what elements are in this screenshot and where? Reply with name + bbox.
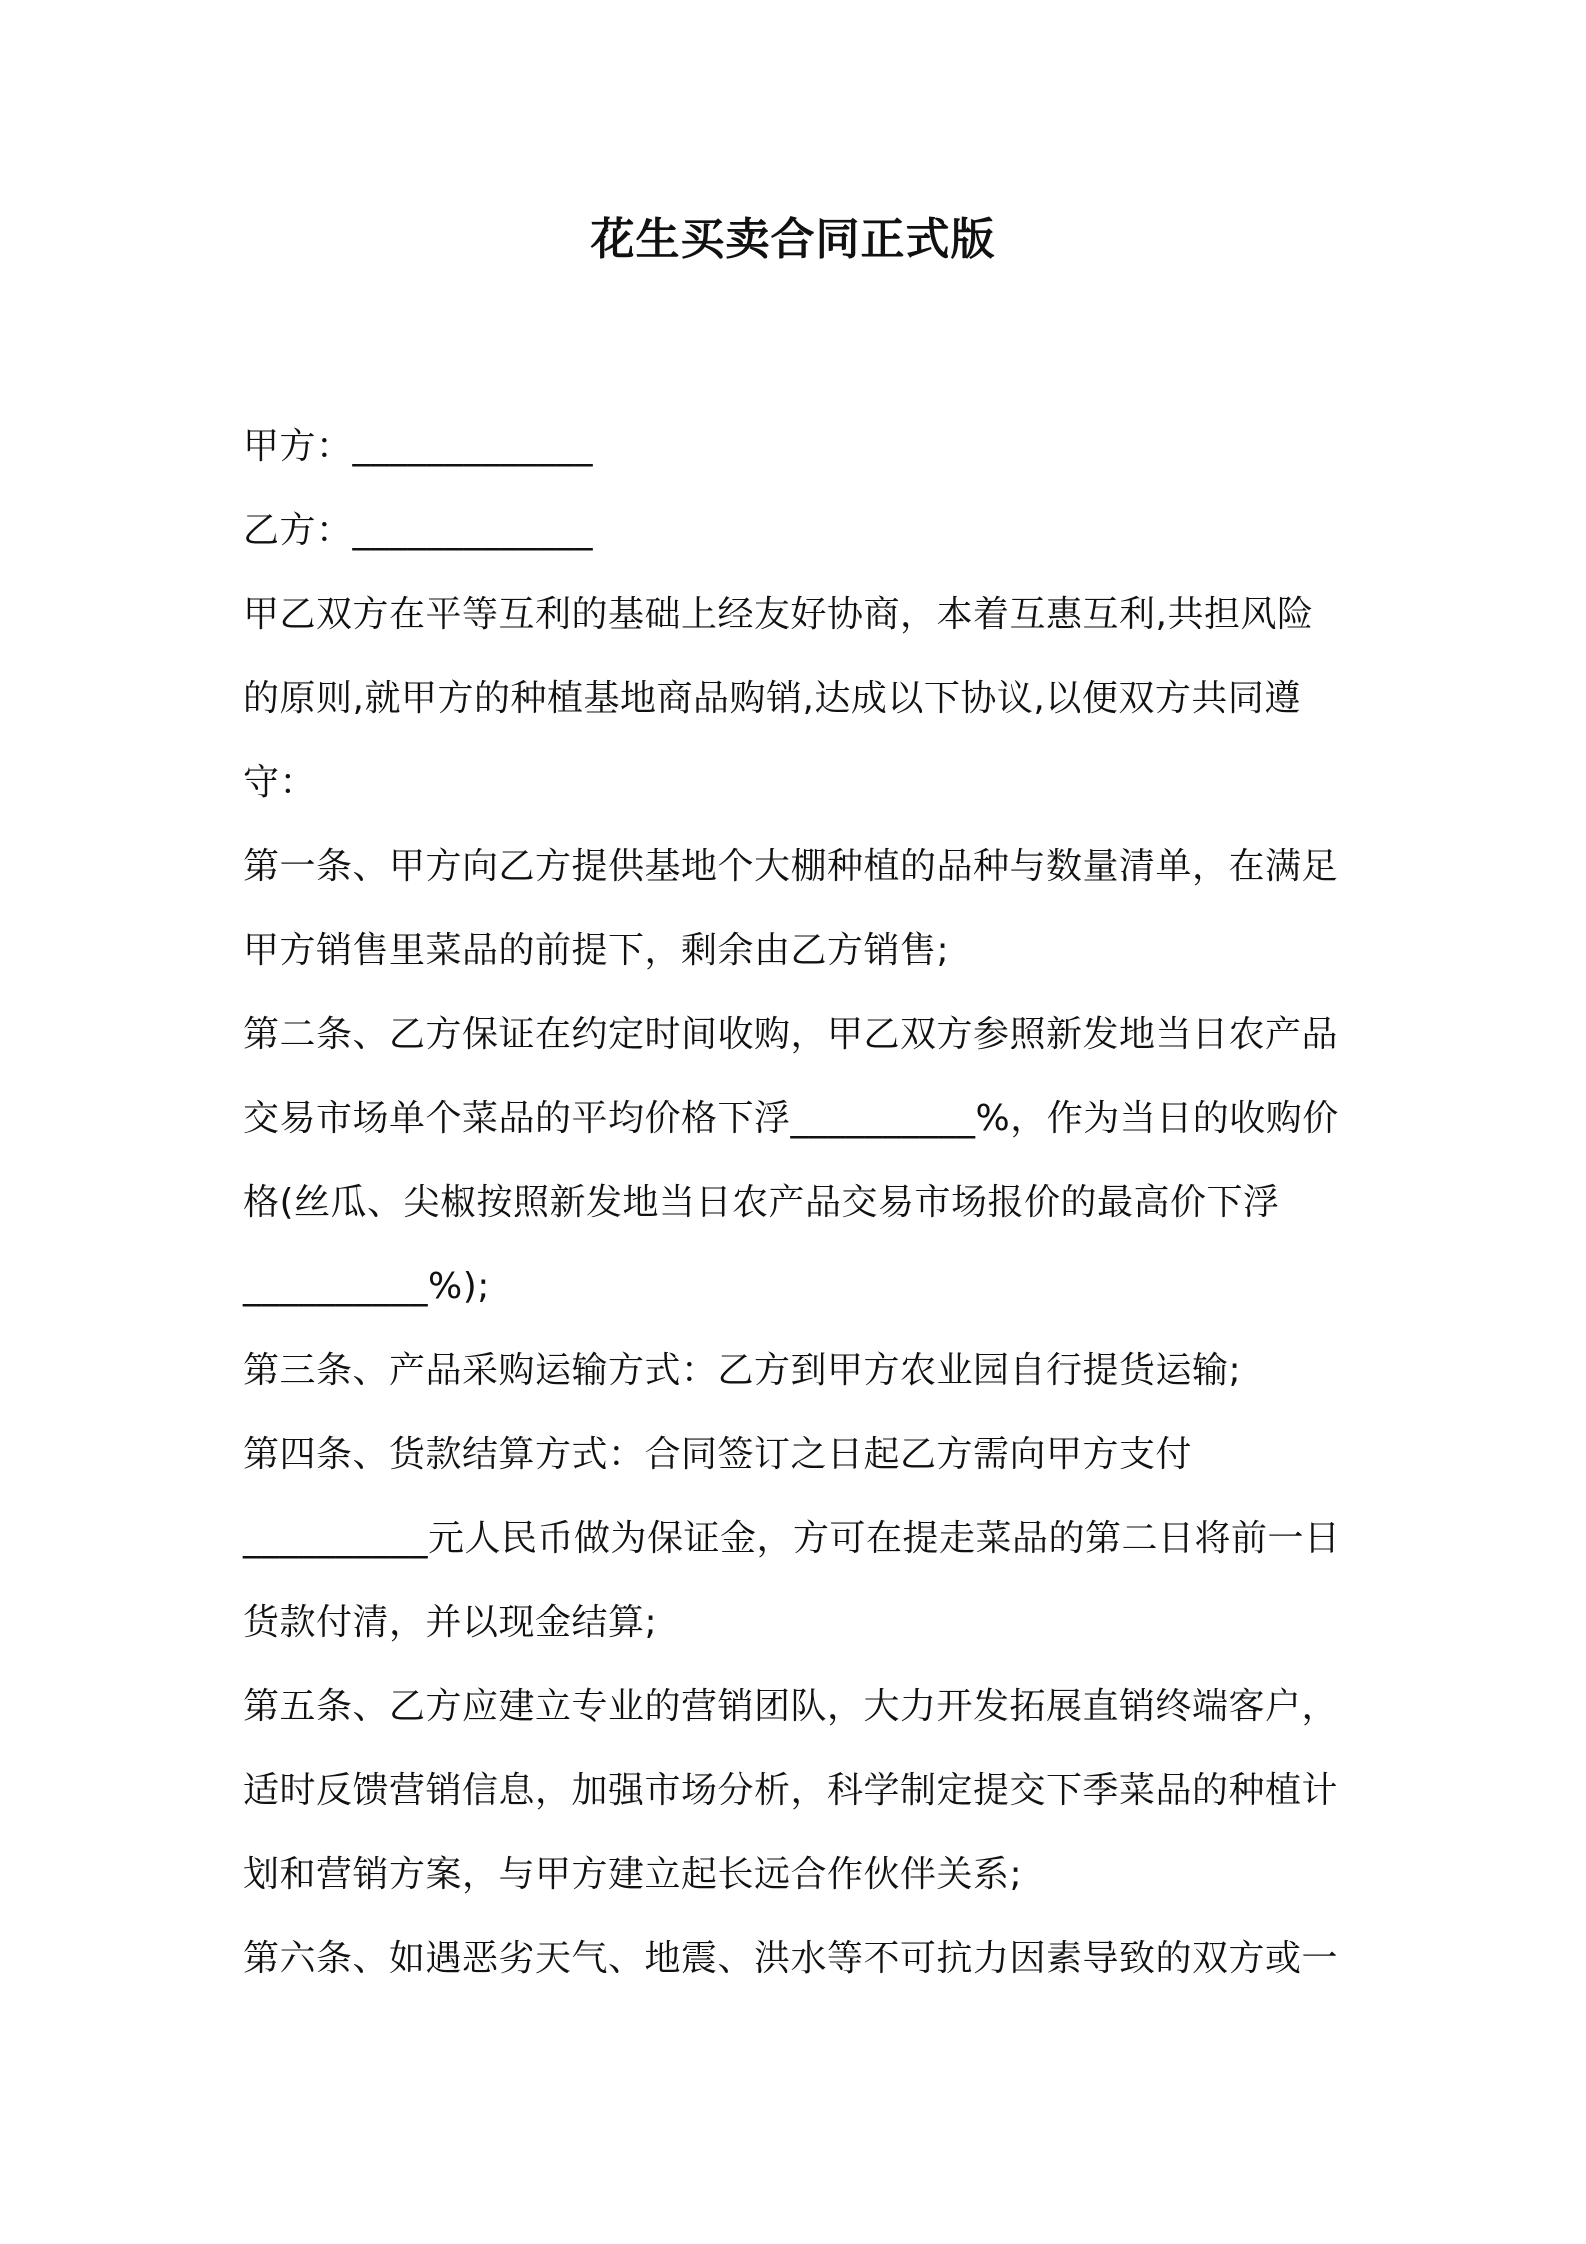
party-b-line: 乙方：_____________ xyxy=(243,510,594,551)
article-5-line-2: 适时反馈营销信息，加强市场分析，科学制定提交下季菜品的种植计 xyxy=(243,1770,1339,1811)
document-title: 花生买卖合同正式版 xyxy=(590,214,996,265)
article-2-line-4: __________%); xyxy=(243,1266,490,1307)
article-5-line-1: 第五条、乙方应建立专业的营销团队，大力开发拓展直销终端客户， xyxy=(243,1686,1339,1727)
article-6-line-1: 第六条、如遇恶劣天气、地震、洪水等不可抗力因素导致的双方或一 xyxy=(243,1938,1339,1979)
article-5-line-3: 划和营销方案，与甲方建立起长远合作伙伴关系; xyxy=(243,1854,1023,1895)
article-4-line-1: 第四条、货款结算方式：合同签订之日起乙方需向甲方支付 xyxy=(243,1434,1193,1475)
preamble-line-2: 的原则,就甲方的种植基地商品购销,达成以下协议,以便双方共同遵 xyxy=(243,678,1301,719)
article-2-line-2: 交易市场单个菜品的平均价格下浮__________%，作为当日的收购价 xyxy=(243,1098,1339,1139)
article-4-line-2: __________元人民币做为保证金，方可在提走菜品的第二日将前一日 xyxy=(243,1518,1341,1559)
article-1-line-2: 甲方销售里菜品的前提下，剩余由乙方销售; xyxy=(243,930,950,971)
preamble-line-3: 守： xyxy=(243,762,317,803)
article-1-line-1: 第一条、甲方向乙方提供基地个大棚种植的品种与数量清单，在满足 xyxy=(243,846,1339,887)
article-3-line-1: 第三条、产品采购运输方式：乙方到甲方农业园自行提货运输; xyxy=(243,1350,1242,1391)
document-body xyxy=(243,405,1363,2001)
preamble-line-1: 甲乙双方在平等互利的基础上经友好协商，本着互惠互利,共担风险 xyxy=(243,594,1314,635)
party-a-line: 甲方：_____________ xyxy=(243,426,594,467)
article-4-line-3: 货款付清，并以现金结算; xyxy=(243,1602,658,1643)
article-2-line-3: 格(丝瓜、尖椒按照新发地当日农产品交易市场报价的最高价下浮 xyxy=(243,1182,1280,1223)
article-2-line-1: 第二条、乙方保证在约定时间收购，甲乙双方参照新发地当日农产品 xyxy=(243,1014,1339,1055)
